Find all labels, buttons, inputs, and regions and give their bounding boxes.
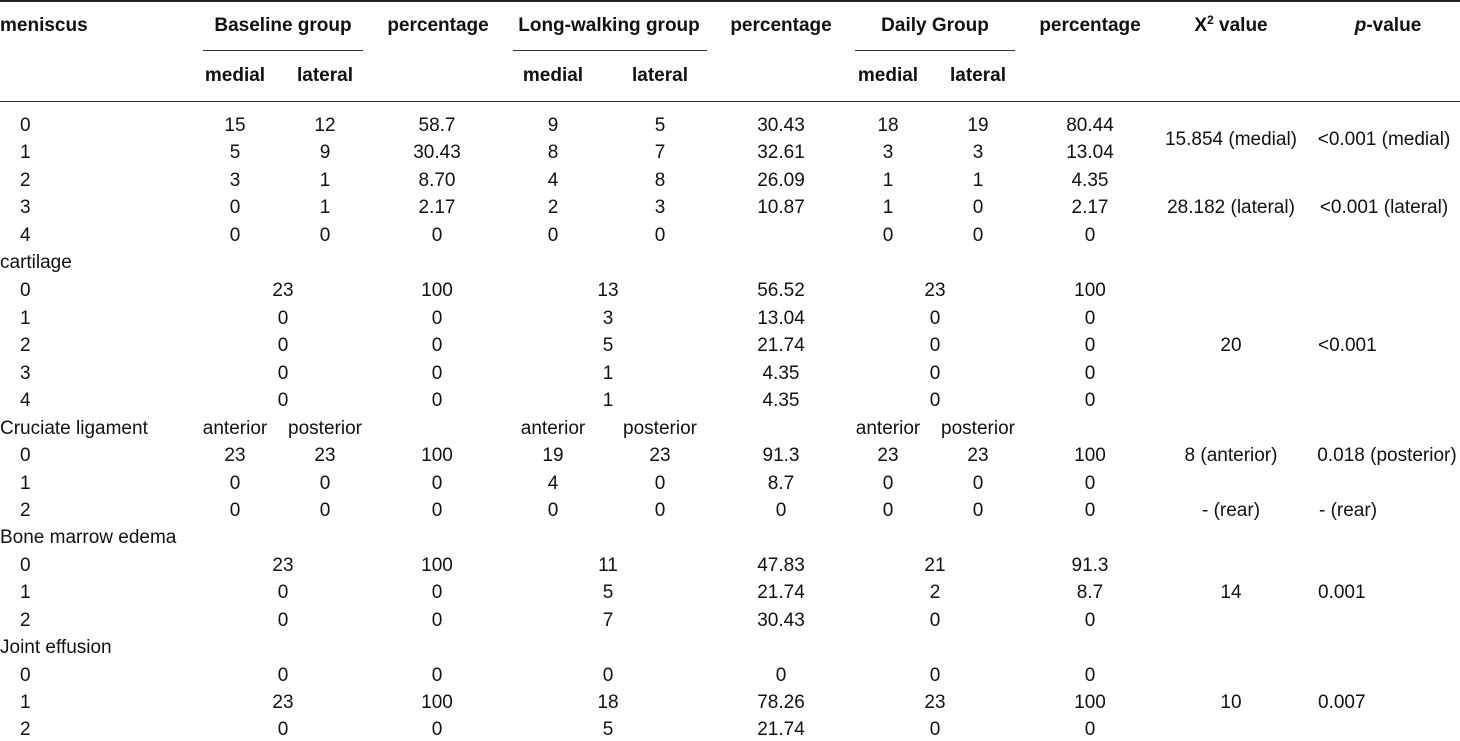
daily-medial: 0 <box>882 225 894 246</box>
daily-anterior: 0 <box>882 500 894 521</box>
p-value: 0.007 <box>1318 692 1366 713</box>
chi-symbol: X <box>1194 15 1208 36</box>
grade: 0 <box>20 445 31 466</box>
top-rule <box>0 0 1460 2</box>
daily-medial: 1 <box>882 197 894 218</box>
chi-value: 10 <box>1220 692 1242 713</box>
baseline-percentage: 8.70 <box>418 170 456 191</box>
chi-value: 8 (anterior) <box>1184 445 1278 466</box>
baseline-count: 0 <box>277 665 289 686</box>
baseline-percentage: 0 <box>431 335 443 356</box>
p-value: 0.018 (posterior) <box>1317 445 1457 466</box>
daily-percentage: 100 <box>1074 445 1106 466</box>
daily-percentage: 0 <box>1084 665 1096 686</box>
baseline-count: 23 <box>272 280 294 301</box>
daily-percentage: 80.44 <box>1066 115 1114 136</box>
grade: 3 <box>20 197 31 218</box>
baseline-percentage: 2.17 <box>418 197 456 218</box>
daily-anterior-label: anterior <box>855 418 921 439</box>
long-posterior: 0 <box>654 500 666 521</box>
long-percentage: 4.35 <box>762 390 800 411</box>
grade: 4 <box>20 390 31 411</box>
baseline-anterior: 0 <box>229 500 241 521</box>
long-percentage: 32.61 <box>757 142 805 163</box>
long-posterior-label: posterior <box>623 418 697 439</box>
daily-percentage: 0 <box>1084 308 1096 329</box>
long-count: 11 <box>598 555 618 576</box>
daily-count: 23 <box>924 692 946 713</box>
long-anterior: 19 <box>542 445 564 466</box>
baseline-percentage: 0 <box>431 500 443 521</box>
long-percentage: 30.43 <box>757 610 805 631</box>
baseline-count: 0 <box>277 363 289 384</box>
long-percentage: 91.3 <box>762 445 800 466</box>
baseline-percentage: 0 <box>431 390 443 411</box>
long-count: 7 <box>602 610 614 631</box>
section-label: Cruciate ligament <box>0 418 148 439</box>
baseline-percentage: 0 <box>431 225 443 246</box>
baseline-percentage: 30.43 <box>413 142 461 163</box>
baseline-count: 0 <box>277 582 289 603</box>
grade: 2 <box>20 170 31 191</box>
header-medial: medial <box>522 65 584 86</box>
baseline-anterior: 23 <box>224 445 246 466</box>
long-percentage: 26.09 <box>757 170 805 191</box>
long-underline <box>513 50 707 51</box>
baseline-anterior: 0 <box>229 473 241 494</box>
chi-value: 14 <box>1220 582 1242 603</box>
baseline-posterior: 0 <box>319 500 331 521</box>
long-percentage: 0 <box>775 665 787 686</box>
long-lateral: 0 <box>654 225 666 246</box>
chi-value: 20 <box>1220 335 1242 356</box>
baseline-medial: 15 <box>224 115 246 136</box>
baseline-posterior: 23 <box>314 445 336 466</box>
daily-count: 0 <box>929 719 941 740</box>
daily-percentage: 4.35 <box>1071 170 1109 191</box>
long-percentage: 8.7 <box>767 473 795 494</box>
header-rule <box>0 101 1460 102</box>
daily-percentage: 100 <box>1074 280 1106 301</box>
chi-superscript: 2 <box>1207 13 1214 27</box>
long-count: 1 <box>602 390 614 411</box>
long-medial: 0 <box>547 225 559 246</box>
baseline-count: 23 <box>272 555 294 576</box>
baseline-percentage: 100 <box>421 692 453 713</box>
daily-percentage: 0 <box>1084 335 1096 356</box>
long-percentage: 21.74 <box>757 719 805 740</box>
baseline-count: 23 <box>272 692 294 713</box>
long-anterior: 4 <box>547 473 559 494</box>
header-chi-square <box>1194 15 1267 37</box>
daily-count: 0 <box>929 363 941 384</box>
baseline-percentage: 58.7 <box>418 115 456 136</box>
grade: 0 <box>20 115 31 136</box>
daily-count: 21 <box>924 555 946 576</box>
header-daily-group: Daily Group <box>881 15 989 36</box>
daily-underline <box>855 50 1015 51</box>
p-label-rest: -value <box>1366 15 1422 36</box>
daily-posterior: 0 <box>972 473 984 494</box>
daily-count: 0 <box>929 308 941 329</box>
baseline-medial: 5 <box>229 142 241 163</box>
daily-percentage: 100 <box>1074 692 1106 713</box>
long-count: 5 <box>602 335 614 356</box>
daily-posterior-label: posterior <box>941 418 1015 439</box>
header-percentage-baseline: percentage <box>387 15 489 36</box>
baseline-percentage: 0 <box>431 665 443 686</box>
baseline-medial: 0 <box>229 197 241 218</box>
grade: 1 <box>20 142 31 163</box>
long-percentage: 21.74 <box>757 335 805 356</box>
p-lateral: <0.001 (lateral) <box>1319 197 1449 218</box>
long-posterior: 23 <box>649 445 671 466</box>
daily-percentage: 2.17 <box>1071 197 1109 218</box>
baseline-percentage: 0 <box>431 363 443 384</box>
baseline-posterior: 0 <box>319 473 331 494</box>
grade: 1 <box>20 582 31 603</box>
daily-medial: 3 <box>882 142 894 163</box>
baseline-posterior-label: posterior <box>288 418 362 439</box>
grade: 0 <box>20 280 31 301</box>
daily-count: 23 <box>924 280 946 301</box>
long-percentage: 0 <box>775 500 787 521</box>
baseline-underline <box>203 50 363 51</box>
long-lateral: 3 <box>654 197 666 218</box>
baseline-percentage: 0 <box>431 582 443 603</box>
daily-anterior: 23 <box>877 445 899 466</box>
daily-percentage: 0 <box>1084 473 1096 494</box>
header-baseline-group: Baseline group <box>214 15 352 36</box>
section-label: Joint effusion <box>0 637 112 658</box>
baseline-medial: 0 <box>229 225 241 246</box>
daily-count: 0 <box>929 335 941 356</box>
baseline-percentage: 100 <box>421 445 453 466</box>
daily-lateral: 1 <box>972 170 984 191</box>
long-percentage: 13.04 <box>757 308 805 329</box>
chi-label-rest: value <box>1213 15 1268 36</box>
header-meniscus: meniscus <box>0 15 88 36</box>
long-count: 18 <box>597 692 619 713</box>
long-lateral: 8 <box>654 170 666 191</box>
baseline-percentage: 100 <box>421 555 453 576</box>
daily-percentage: 91.3 <box>1071 555 1109 576</box>
grade: 2 <box>20 610 31 631</box>
long-count: 5 <box>602 582 614 603</box>
baseline-percentage: 0 <box>431 610 443 631</box>
long-medial: 2 <box>547 197 559 218</box>
daily-posterior: 0 <box>972 500 984 521</box>
daily-posterior: 23 <box>967 445 989 466</box>
long-count: 1 <box>602 363 614 384</box>
section-label: Bone marrow edema <box>0 527 177 548</box>
long-count: 5 <box>602 719 614 740</box>
p-italic: p <box>1354 15 1367 36</box>
header-medial: medial <box>204 65 266 86</box>
long-medial: 8 <box>547 142 559 163</box>
baseline-lateral: 1 <box>319 197 331 218</box>
long-count: 3 <box>602 308 614 329</box>
daily-count: 0 <box>929 665 941 686</box>
daily-lateral: 0 <box>972 197 984 218</box>
daily-percentage: 0 <box>1084 390 1096 411</box>
p-value: 0.001 <box>1318 582 1366 603</box>
daily-percentage: 13.04 <box>1066 142 1114 163</box>
daily-percentage: 0 <box>1084 363 1096 384</box>
long-lateral: 7 <box>654 142 666 163</box>
daily-count: 0 <box>929 610 941 631</box>
grade: 3 <box>20 363 31 384</box>
chi-value: - (rear) <box>1201 500 1261 521</box>
p-value: <0.001 <box>1318 335 1377 356</box>
long-count: 13 <box>597 280 619 301</box>
baseline-lateral: 0 <box>319 225 331 246</box>
long-percentage: 21.74 <box>757 582 805 603</box>
p-value: - (rear) <box>1318 500 1378 521</box>
grade: 2 <box>20 719 31 740</box>
daily-percentage: 0 <box>1084 610 1096 631</box>
baseline-lateral: 12 <box>314 115 336 136</box>
long-count: 0 <box>602 665 614 686</box>
header-p-value <box>1355 15 1422 37</box>
long-percentage: 30.43 <box>757 115 805 136</box>
daily-lateral: 3 <box>972 142 984 163</box>
daily-medial: 18 <box>877 115 899 136</box>
header-lateral: lateral <box>950 65 1006 86</box>
baseline-medial: 3 <box>229 170 241 191</box>
baseline-percentage: 0 <box>431 719 443 740</box>
baseline-anterior-label: anterior <box>202 418 268 439</box>
long-percentage: 47.83 <box>757 555 805 576</box>
header-lateral: lateral <box>297 65 353 86</box>
baseline-count: 0 <box>277 308 289 329</box>
grade: 2 <box>20 335 31 356</box>
header-percentage-long: percentage <box>730 15 832 36</box>
baseline-percentage: 0 <box>431 473 443 494</box>
long-anterior-label: anterior <box>520 418 586 439</box>
baseline-percentage: 0 <box>431 308 443 329</box>
long-posterior: 0 <box>654 473 666 494</box>
baseline-count: 0 <box>277 719 289 740</box>
header-percentage-daily: percentage <box>1039 15 1141 36</box>
grade: 0 <box>20 665 31 686</box>
long-percentage: 56.52 <box>757 280 805 301</box>
daily-lateral: 0 <box>972 225 984 246</box>
long-percentage: 4.35 <box>762 363 800 384</box>
long-medial: 4 <box>547 170 559 191</box>
header-lateral: lateral <box>632 65 688 86</box>
section-label: cartilage <box>0 252 72 273</box>
daily-percentage: 0 <box>1084 225 1096 246</box>
long-anterior: 0 <box>547 500 559 521</box>
daily-count: 0 <box>929 390 941 411</box>
grade: 0 <box>20 555 31 576</box>
long-percentage: 78.26 <box>757 692 805 713</box>
daily-anterior: 0 <box>882 473 894 494</box>
baseline-count: 0 <box>277 610 289 631</box>
grade: 4 <box>20 225 31 246</box>
baseline-count: 0 <box>277 335 289 356</box>
long-lateral: 5 <box>654 115 666 136</box>
long-percentage: 10.87 <box>757 197 805 218</box>
grade: 1 <box>20 692 31 713</box>
baseline-lateral: 9 <box>319 142 331 163</box>
daily-lateral: 19 <box>967 115 989 136</box>
p-medial: <0.001 (medial) <box>1317 129 1451 150</box>
chi-lateral: 28.182 (lateral) <box>1167 197 1295 218</box>
daily-percentage: 0 <box>1084 500 1096 521</box>
grade: 1 <box>20 473 31 494</box>
daily-percentage: 0 <box>1084 719 1096 740</box>
daily-count: 2 <box>929 582 941 603</box>
baseline-percentage: 100 <box>421 280 453 301</box>
daily-percentage: 8.7 <box>1076 582 1104 603</box>
grade: 2 <box>20 500 31 521</box>
baseline-count: 0 <box>277 390 289 411</box>
chi-medial: 15.854 (medial) <box>1164 129 1298 150</box>
daily-medial: 1 <box>882 170 894 191</box>
baseline-lateral: 1 <box>319 170 331 191</box>
grade: 1 <box>20 308 31 329</box>
long-medial: 9 <box>547 115 559 136</box>
header-long-walking-group: Long-walking group <box>518 15 700 36</box>
header-medial: medial <box>857 65 919 86</box>
